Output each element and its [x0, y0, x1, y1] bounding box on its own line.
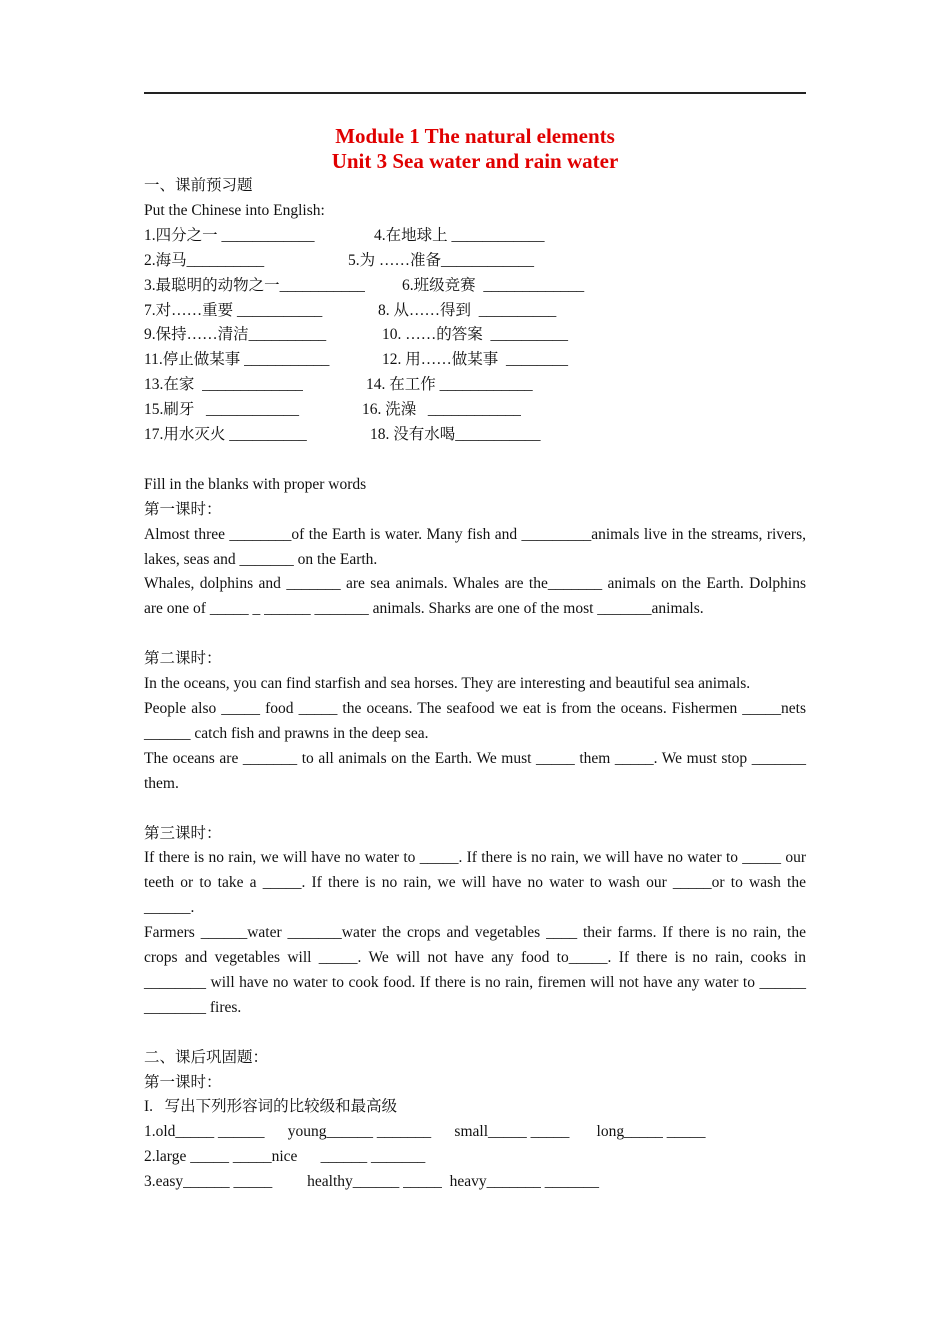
vocab-row: [144, 249, 806, 274]
lesson1-heading: 第一课时：: [144, 500, 222, 518]
lesson2-heading: 第二课时：: [144, 650, 222, 668]
document-subtitle: Unit 3 Sea water and rain water: [331, 149, 619, 173]
vocab-item: 5.为 ……准备____________: [348, 251, 535, 269]
exercise-line: 3.easy______ _____ healthy______ _____ heavy_______ _______: [144, 1173, 600, 1191]
vocab-item: 18. 没有水喝___________: [370, 426, 541, 444]
vocab-item: 9.保持……清洁__________: [144, 326, 327, 344]
lesson3-paragraph: Farmers ______water _______water the crops and vegetables ____ their farms. If there is no rain, the crops and vegetables will _____. We will not have any food to_____. If there is no rain, cooks in ________ will have no water to cook food. If there is no rain, firemen will not have any water to ______ ________ fires.: [144, 924, 806, 1016]
vocab-item: 15.刷牙 ____________: [144, 401, 300, 419]
section2-heading: 二、课后巩固题：: [144, 1048, 269, 1066]
exercise-line: 1.old_____ ______ young______ _______ small_____ _____ long_____ _____: [144, 1123, 706, 1141]
vocab-row: [144, 423, 806, 448]
section1-instruction: Put the Chinese into English:: [144, 201, 325, 219]
vocab-row: [144, 274, 806, 299]
vocab-item: 8. 从……得到 __________: [378, 301, 557, 319]
section2-lesson-heading: 第一课时：: [144, 1073, 222, 1091]
exercise-line: 2.large _____ _____nice ______ _______: [144, 1148, 426, 1166]
vocab-item: 10. ……的答案 __________: [382, 326, 569, 344]
vocab-item: 7.对……重要 ___________: [144, 301, 323, 319]
vocab-item: 6.班级竞赛 _____________: [402, 276, 585, 294]
lesson1-paragraph: Almost three ________of the Earth is water. Many fish and _________animals live in the streams, rivers, lakes, seas and _______ on the Earth.: [144, 525, 806, 568]
lesson1-paragraph: Whales, dolphins and _______ are sea animals. Whales are the_______ animals on the Earth. Dolphins are one of _____ _ ______ _______ animals. Sharks are one of the most _______animals.: [144, 575, 806, 618]
lesson2-paragraph: In the oceans, you can find starfish and sea horses. They are interesting and beautiful sea animals.: [144, 675, 751, 693]
vocab-row: [144, 299, 806, 324]
vocab-item: 12. 用……做某事 ________: [382, 351, 569, 369]
lesson3-heading: 第三课时：: [144, 824, 222, 842]
vocab-row: [144, 224, 806, 249]
document-body: [144, 124, 806, 1195]
vocab-row: [144, 323, 806, 348]
vocab-item: 13.在家 _____________: [144, 376, 303, 394]
vocab-item: 1.四分之一 ____________: [144, 226, 315, 244]
header-rule: [144, 92, 806, 94]
section1-heading: 一、课前预习题: [144, 177, 253, 194]
vocab-item: 3.最聪明的动物之一___________: [144, 276, 365, 294]
vocab-item: 11.停止做某事 ___________: [144, 351, 330, 369]
lesson2-paragraph: People also _____ food _____ the oceans. The seafood we eat is from the oceans. Fishermen _____nets ______ catch fish and prawns in the deep sea.: [144, 700, 806, 742]
exercise-title: I. 写出下列形容词的比较级和最高级: [144, 1098, 398, 1116]
vocab-row: [144, 398, 806, 423]
fill-instruction: Fill in the blanks with proper words: [144, 475, 367, 493]
lesson3-paragraph: If there is no rain, we will have no water to _____. If there is no rain, we will have no water to _____ our teeth or to take a _____. If there is no rain, we will have no water to wash our _____or to wash the ______.: [144, 849, 806, 917]
vocab-item: 4.在地球上 ____________: [374, 226, 545, 244]
document-title: Module 1 The natural elements: [335, 124, 615, 148]
vocab-item: 2.海马__________: [144, 251, 265, 269]
vocab-row: [144, 373, 806, 398]
vocab-row: [144, 348, 806, 373]
vocab-item: 14. 在工作 ____________: [366, 376, 533, 394]
lesson2-paragraph: The oceans are _______ to all animals on the Earth. We must _____ them _____. We must stop _______ them.: [144, 749, 806, 792]
vocab-item: 17.用水灭火 __________: [144, 426, 307, 444]
vocab-item: 16. 洗澡 ____________: [362, 401, 521, 419]
